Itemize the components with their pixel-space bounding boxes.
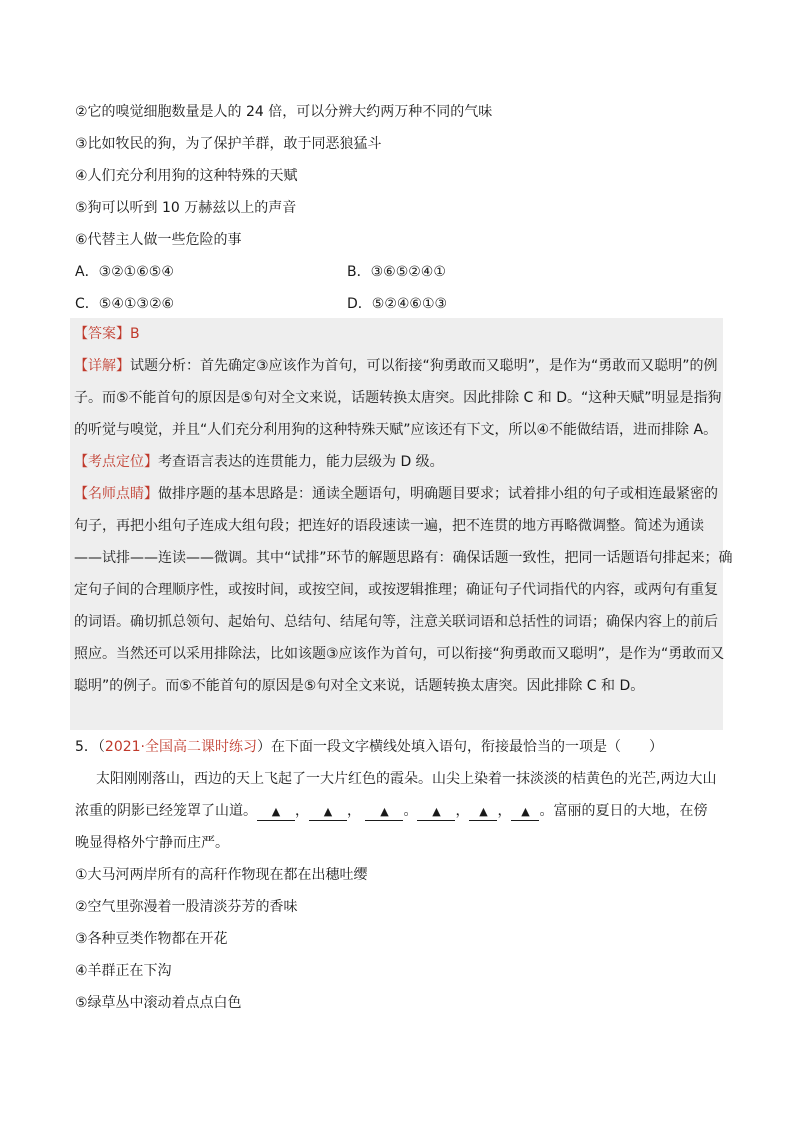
list-item: ④羊群正在下沟 xyxy=(75,963,172,979)
teacher-tag: 【名师点睛】 xyxy=(74,486,158,502)
point-tag: 【考点定位】 xyxy=(74,454,158,470)
passage-line: 太阳刚刚落山，西边的天上飞起了一大片红色的霞朵。山尖上染着一抹淡淡的桔黄色的光芒,两边大山 xyxy=(96,771,717,787)
detail-line xyxy=(74,356,718,376)
passage-text: 浓重的阴影已经笼罩了山道。 xyxy=(75,803,257,819)
list-item: ⑤绿草丛中滚动着点点白色 xyxy=(75,995,242,1011)
list-item: ②它的嗅觉细胞数量是人的 24 倍，可以分辨大约两万种不同的气味 xyxy=(75,104,493,120)
teacher-line: 句子，再把小组句子连成大组句段；把连好的语段速读一遍，把不连贯的地方再略微调整。简述为通读 xyxy=(74,518,704,534)
answer-line xyxy=(74,324,140,344)
fill-blank: ▲ xyxy=(365,804,403,821)
question-stem: ）在下面一段文字横线处填入语句，衔接最恰当的一项是（ ） xyxy=(257,739,664,755)
detail-tag: 【详解】 xyxy=(74,358,130,374)
fill-blank: ▲ xyxy=(511,804,539,821)
fill-blank: ▲ xyxy=(417,804,455,821)
passage-line: 晚显得格外宁静而庄严。 xyxy=(75,835,229,851)
teacher-line xyxy=(74,484,718,504)
list-item: ④人们充分利用狗的这种特殊的天赋 xyxy=(75,168,298,184)
question-5-stem xyxy=(75,737,663,757)
option-d: D．⑤②④⑥①③ xyxy=(347,296,448,312)
fill-blank: ▲ xyxy=(257,804,295,821)
list-item: ⑤狗可以听到 10 万赫兹以上的声音 xyxy=(75,200,297,216)
answer-value: B xyxy=(130,326,140,342)
answer-tag: 【答案】 xyxy=(74,326,130,342)
teacher-line: 的词语。确切抓总领句、起始句、总结句、结尾句等，注意关联词语和总括性的词语；确保内容上的前后 xyxy=(74,614,718,630)
teacher-line: ——试排——连读——微调。其中“试排”环节的解题思路有：确保话题一致性，把同一话题语句排起来；确 xyxy=(74,550,733,566)
list-item: ⑥代替主人做一些危险的事 xyxy=(75,232,242,248)
teacher-line: 聪明”的例子。而⑤不能首句的原因是⑤句对全文来说，话题转换太唐突。因此排除 C 和 D。 xyxy=(74,678,645,694)
teacher-line: 照应。当然还可以采用排除法，比如该题③应该作为首句，可以衔接“狗勇敢而又聪明”，是作为“勇敢而又 xyxy=(74,646,725,662)
point-text: 考查语言表达的连贯能力，能力层级为 D 级。 xyxy=(158,454,444,470)
question-source: 2021·全国高二课时练习 xyxy=(104,739,258,755)
list-item: ③各种豆类作物都在开花 xyxy=(75,931,228,947)
answer-box xyxy=(70,318,733,730)
teacher-text: 做排序题的基本思路是：通读全题语句，明确题目要求；试着排小组的句子或相连最紧密的 xyxy=(158,486,718,502)
passage-text: 。富丽的夏日的大地，在傍 xyxy=(539,803,708,819)
option-a: A．③②①⑥⑤④ xyxy=(75,264,174,280)
detail-line: 的听觉与嗅觉，并且“人们充分利用狗的这种特殊天赋”应该还有下文，所以④不能做结语，进而排除 A。 xyxy=(74,422,718,438)
question-number: 5．（ xyxy=(75,739,105,755)
list-item: ②空气里弥漫着一股清淡芬芳的香味 xyxy=(75,899,298,915)
detail-text: 试题分析：首先确定③应该作为首句，可以衔接“狗勇敢而又聪明”，是作为“勇敢而又聪明”的例 xyxy=(130,358,718,374)
teacher-line: 定句子间的合理顺序性，或按时间，或按空间，或按逻辑推理；确证句子代词指代的内容，或两句有重复 xyxy=(74,582,718,598)
passage-line: 浓重的阴影已经笼罩了山道。 ▲ ， ▲ ， ▲ 。 ▲ ， ▲ ， ▲ 。富丽的夏日的大地，在傍 xyxy=(75,803,708,819)
fill-blank: ▲ xyxy=(309,804,347,821)
option-b: B．③⑥⑤②④① xyxy=(347,264,446,280)
option-c: C．⑤④①③②⑥ xyxy=(75,296,175,312)
list-item: ③比如牧民的狗，为了保护羊群，敢于同恶狼猛斗 xyxy=(75,136,382,152)
point-line xyxy=(74,452,444,472)
fill-blank: ▲ xyxy=(469,804,497,821)
detail-line: 子。而⑤不能首句的原因是⑤句对全文来说，话题转换太唐突。因此排除 C 和 D。“这种天赋”明显是指狗 xyxy=(74,390,722,406)
list-item: ①大马河两岸所有的高秆作物现在都在出穗吐缨 xyxy=(75,867,368,883)
